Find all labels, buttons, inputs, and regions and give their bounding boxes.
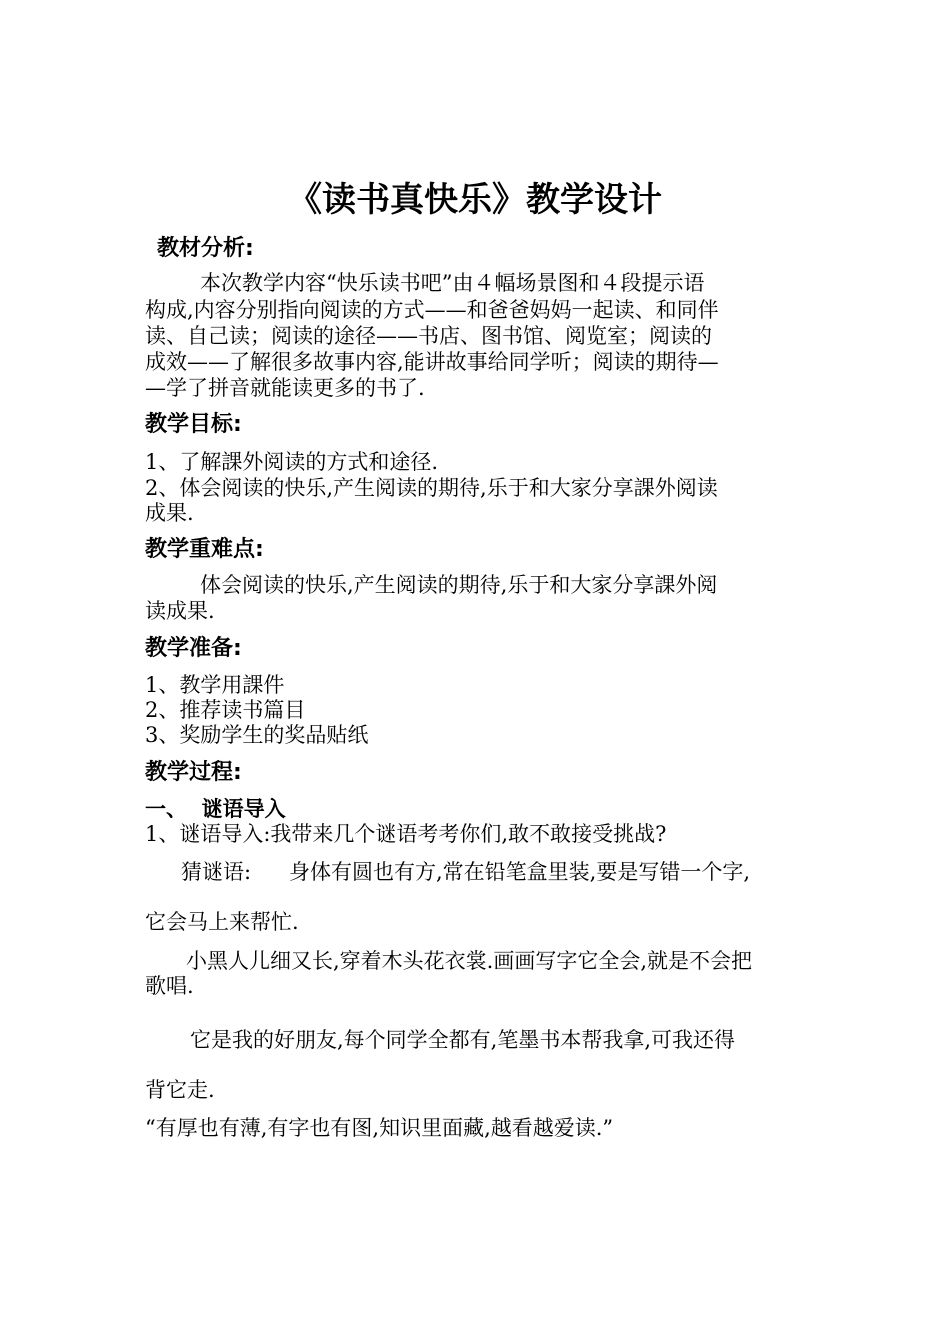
preparation-heading: 教学准备: <box>145 636 242 661</box>
preparation-item: 1、教学用課件 <box>145 673 285 697</box>
material-analysis-line: —学了拼音就能读更多的书了. <box>145 376 425 400</box>
key-points-line: 体会阅读的快乐,产生阅读的期待,乐于和大家分享課外阅 <box>200 573 718 597</box>
riddle-text: 身体有圆也有方,常在铅笔盒里装,要是写错一个字, <box>289 860 751 884</box>
section-title: 一、 谜语导入 <box>145 797 286 821</box>
riddle-text: “有厚也有薄,有字也有图,知识里面藏,越看越爱读.” <box>145 1116 614 1140</box>
riddle-label: 猜谜语: <box>181 860 252 884</box>
riddle-text: 它是我的好朋友,每个同学全都有,笔墨书本帮我拿,可我还得 <box>190 1028 736 1052</box>
key-points-line: 读成果. <box>145 599 215 623</box>
goals-heading: 教学目标: <box>145 412 242 437</box>
intro-line: 1、谜语导入:我带来几个谜语考考你们,敢不敢接受挑战? <box>145 822 667 846</box>
material-analysis-line: 构成,内容分别指向阅读的方式——和爸爸妈妈一起读、和同伴 <box>145 298 719 322</box>
document-title: 《读书真快乐》教学设计 <box>288 180 662 220</box>
preparation-item: 2、推荐读书篇目 <box>145 698 306 722</box>
goals-line: 2、体会阅读的快乐,产生阅读的期待,乐于和大家分享課外阅读 <box>145 476 718 500</box>
riddle-text: 背它走. <box>145 1078 215 1102</box>
key-points-heading: 教学重难点: <box>145 537 264 562</box>
material-analysis-line: 本次教学内容“快乐读书吧”由４幅场景图和４段提示语 <box>200 271 705 295</box>
process-heading: 教学过程: <box>145 760 242 785</box>
riddle-text: 小黑人儿细又长,穿着木头花衣裳.画画写字它全会,就是不会把 <box>186 949 753 973</box>
riddle-text: 歌唱. <box>145 974 194 998</box>
goals-line: 1、了解課外阅读的方式和途径. <box>145 450 439 474</box>
preparation-item: 3、奖励学生的奖品贴纸 <box>145 723 369 747</box>
goals-line: 成果. <box>145 501 194 525</box>
material-analysis-heading: 教材分析: <box>157 236 254 261</box>
riddle-text: 它会马上来帮忙. <box>145 910 299 934</box>
material-analysis-line: 读、自己读；阅读的途径——书店、图书馆、阅览室；阅读的 <box>145 324 712 348</box>
material-analysis-line: 成效——了解很多故事内容,能讲故事给同学听；阅读的期待— <box>145 350 719 374</box>
